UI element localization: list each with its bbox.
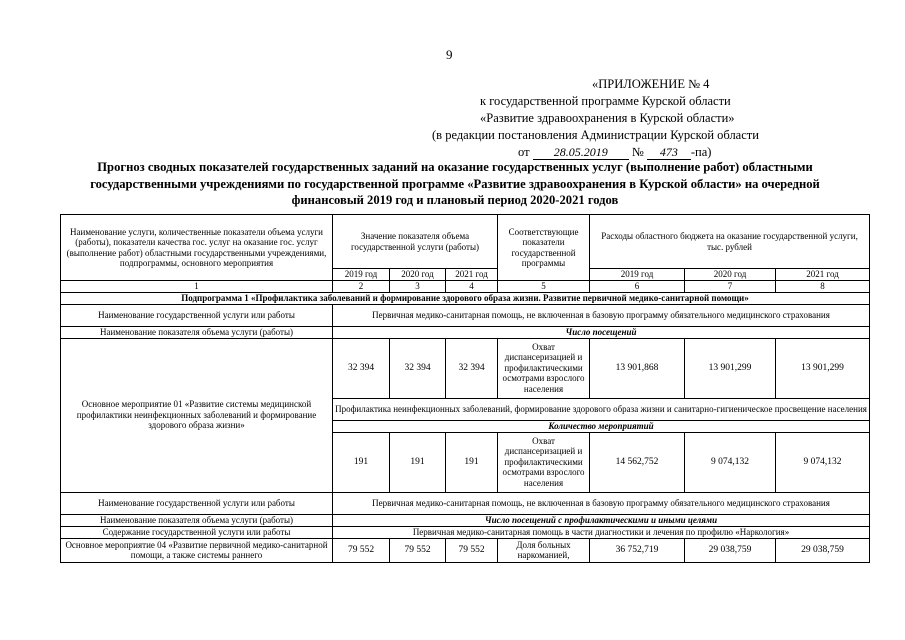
resolution-suffix: -па) [690, 145, 712, 159]
volume-indicator-value-2: Число посещений с профилактическими и иными целями [333, 514, 870, 526]
col-number-4: 4 [446, 281, 498, 293]
row1-volume-2019: 32 394 [333, 338, 390, 398]
appendix-line-4: (в редакции постановления Администрации Курской области [432, 128, 759, 142]
work-name: Профилактика неинфекционных заболеваний, формирование здорового образа жизни и санитарно-гигиеническое просвещение населения [333, 398, 870, 420]
header-volume-value: Значение показателя объема государственной услуги (работы) [333, 215, 498, 269]
row1-volume-2020: 32 394 [390, 338, 446, 398]
col-number-5: 5 [498, 281, 590, 293]
service-content-label: Содержание государственной услуги или работы [61, 526, 333, 538]
appendix-date-line [518, 144, 711, 160]
appendix-line-1: «ПРИЛОЖЕНИЕ № 4 [592, 77, 710, 91]
col-number-3: 3 [390, 281, 446, 293]
appendix-line-2: к государственной программе Курской области [480, 94, 731, 108]
row1-volume-2021: 32 394 [446, 338, 498, 398]
main-event-01: Основное мероприятие 01 «Развитие системы медицинской профилактики неинфекционных заболеваний и формирование здорового образа жизни» [61, 338, 333, 492]
header-expense-year-2019: 2019 год [590, 269, 685, 281]
row3-expense-2019: 36 752,719 [590, 538, 685, 562]
header-program-indicators: Соответствующие показатели государственной программы [498, 215, 590, 281]
header-expense-year-2020: 2020 год [685, 269, 776, 281]
row2-volume-2021: 191 [446, 432, 498, 492]
row3-expense-2021: 29 038,759 [776, 538, 870, 562]
col-number-8: 8 [776, 281, 870, 293]
row2-volume-2019: 191 [333, 432, 390, 492]
row3-expense-2020: 29 038,759 [685, 538, 776, 562]
volume-indicator-label: Наименование показателя объема услуги (работы) [61, 326, 333, 338]
number-sign: № [631, 145, 644, 159]
header-year-2020: 2020 год [390, 269, 446, 281]
header-expense-year-2021: 2021 год [776, 269, 870, 281]
service-content-value: Первичная медико-санитарная помощь в части диагностики и лечения по профилю «Наркология» [333, 526, 870, 538]
row2-expense-2019: 14 562,752 [590, 432, 685, 492]
row1-expense-2019: 13 901,868 [590, 338, 685, 398]
service-name-value-2: Первичная медико-санитарная помощь, не включенная в базовую программу обязательного медицинского страхования [333, 492, 870, 514]
row3-volume-2020: 79 552 [390, 538, 446, 562]
row3-volume-2021: 79 552 [446, 538, 498, 562]
main-event-04: Основное мероприятие 04 «Развитие первичной медико-санитарной помощи, а также системы раннего [61, 538, 333, 562]
volume-indicator-label-2: Наименование показателя объема услуги (работы) [61, 514, 333, 526]
header-service-name: Наименование услуги, количественные показатели объема услуги (работы), показатели качества гос. услуг на оказание гос. услуг (выполнение работ) областными государственными учреждениями, подпрограммы, основного мероприятия [61, 215, 333, 281]
col-number-7: 7 [685, 281, 776, 293]
service-name-label-2: Наименование государственной услуги или работы [61, 492, 333, 514]
service-name-label: Наименование государственной услуги или работы [61, 304, 333, 326]
row1-expense-2021: 13 901,299 [776, 338, 870, 398]
resolution-number: 473 [647, 146, 691, 160]
appendix-line-3: «Развитие здравоохранения в Курской области» [480, 111, 735, 125]
work-volume-indicator: Количество мероприятий [333, 420, 870, 432]
col-number-6: 6 [590, 281, 685, 293]
row2-program-indicator: Охват диспансеризацией и профилактическими осмотрами взрослого населения [498, 432, 590, 492]
col-number-2: 2 [333, 281, 390, 293]
header-budget-expenses: Расходы областного бюджета на оказание государственной услуги, тыс. рублей [590, 215, 870, 269]
row3-volume-2019: 79 552 [333, 538, 390, 562]
page-number: 9 [446, 47, 453, 62]
row2-expense-2020: 9 074,132 [685, 432, 776, 492]
row3-program-indicator: Доля больных наркоманией, [498, 538, 590, 562]
indicators-table [60, 214, 870, 563]
row1-program-indicator: Охват диспансеризацией и профилактическими осмотрами взрослого населения [498, 338, 590, 398]
row1-expense-2020: 13 901,299 [685, 338, 776, 398]
header-year-2021: 2021 год [446, 269, 498, 281]
col-number-1: 1 [61, 281, 333, 293]
row2-volume-2020: 191 [390, 432, 446, 492]
header-year-2019: 2019 год [333, 269, 390, 281]
service-name-value: Первичная медико-санитарная помощь, не включенная в базовую программу обязательного медицинского страхования [333, 304, 870, 326]
document-title: Прогноз сводных показателей государственных заданий на оказание государственных услуг (выполнение работ) областными государственными учреждениями по государственной программе «Развитие здравоохранения в Курской области» на очередной финансовый 2019 год и плановый период 2020-2021 годов [90, 160, 820, 207]
from-label: от [518, 145, 530, 159]
resolution-date: 28.05.2019 [533, 146, 629, 160]
volume-indicator-value: Число посещений [333, 326, 870, 338]
row2-expense-2021: 9 074,132 [776, 432, 870, 492]
subprogram-row: Подпрограмма 1 «Профилактика заболеваний и формирование здорового образа жизни. Развитие первичной медико-санитарной помощи» [61, 292, 870, 304]
